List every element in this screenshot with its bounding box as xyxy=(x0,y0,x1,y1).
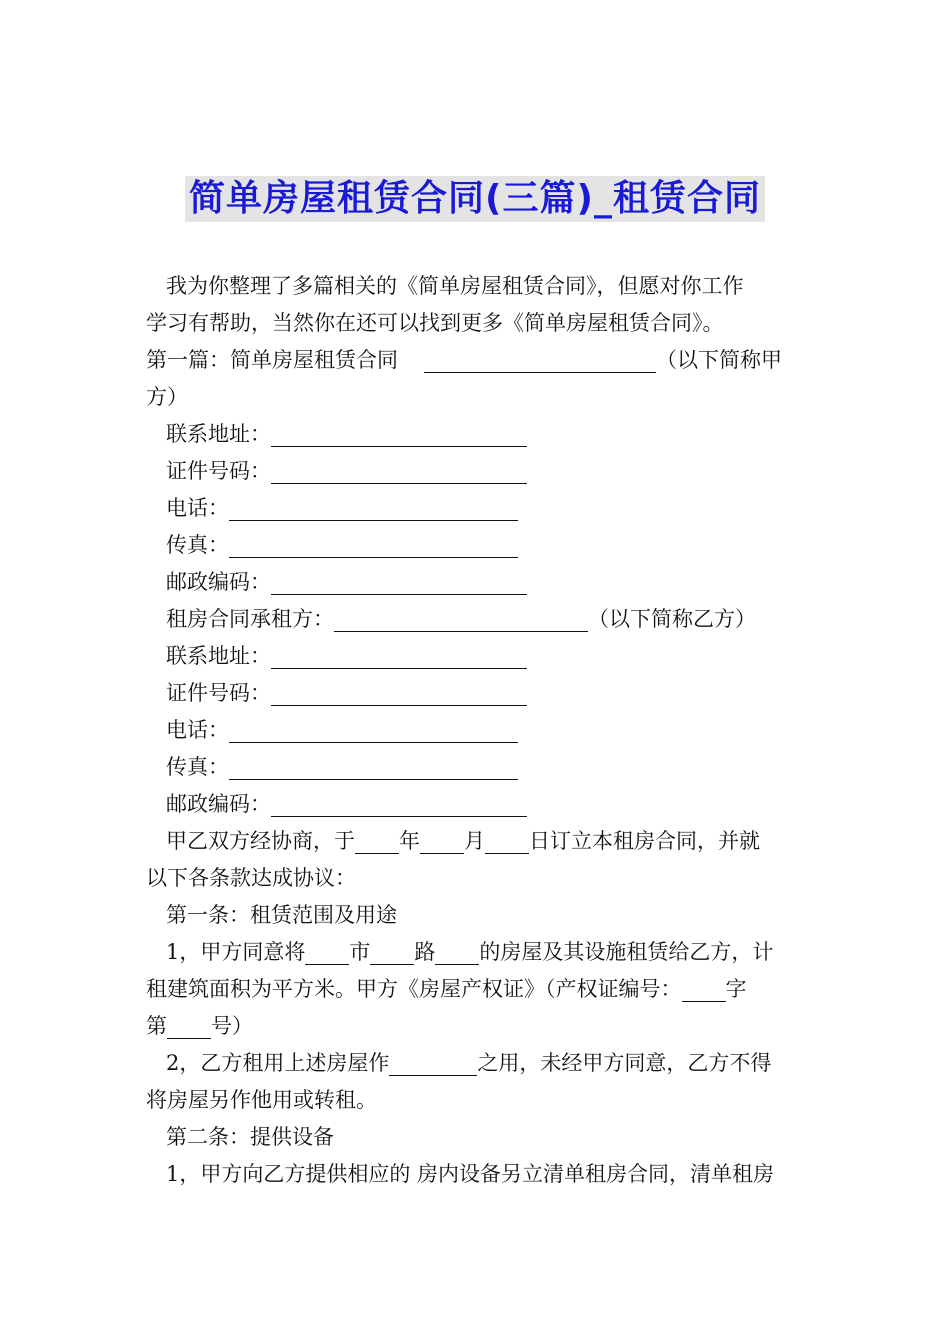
party-a-fax xyxy=(146,527,808,564)
tenant-name-blank xyxy=(334,609,588,632)
party-a-phone xyxy=(146,490,808,527)
article-2-heading: 第二条：提供设备 xyxy=(166,1125,334,1149)
cert-no-blank xyxy=(167,1016,211,1039)
road-blank xyxy=(370,942,414,965)
item-2-text-a: 2，乙方租用上述房屋作 xyxy=(166,1051,390,1075)
item-1-line-2-text: 租建筑面积为平方米。甲方《房屋产权证》（产权证编号： xyxy=(146,977,682,1001)
party-b-phone-label: 电话： xyxy=(166,718,229,742)
agreement-text-a: 甲乙双方经协商，于 xyxy=(166,829,355,853)
intro-line-2: 学习有帮助，当然你在还可以找到更多《简单房屋租赁合同》。 xyxy=(146,311,724,335)
party-b-address-blank xyxy=(271,646,527,669)
month-label: 月 xyxy=(464,829,485,853)
party-b-zip-label: 邮政编码： xyxy=(166,792,271,816)
cert-di-label: 第 xyxy=(146,1014,167,1038)
intro-line-1: 我为你整理了多篇相关的《简单房屋租赁合同》，但愿对你工作 xyxy=(166,274,744,298)
party-a-id-label: 证件号码： xyxy=(166,459,271,483)
party-a-id-blank xyxy=(271,461,527,484)
article-1-item-1-line-1 xyxy=(146,934,808,971)
party-a-fax-label: 传真： xyxy=(166,533,229,557)
party-a-address-blank xyxy=(271,424,527,447)
agreement-line-2: 以下各条款达成协议： xyxy=(146,866,356,890)
party-a-zip-label: 邮政编码： xyxy=(166,570,271,594)
item-2-text-b: 之用，未经甲方同意，乙方不得 xyxy=(477,1051,772,1075)
landlord-name-blank xyxy=(424,350,656,373)
section-1-heading-cont: 方） xyxy=(146,385,188,409)
item-1-text-b: 的房屋及其设施租赁给乙方，计 xyxy=(479,940,774,964)
party-a-zip xyxy=(146,564,808,601)
year-blank xyxy=(355,831,399,854)
city-blank xyxy=(305,942,349,965)
document-title: 简单房屋租赁合同(三篇)_租赁合同 xyxy=(185,176,765,222)
usage-blank xyxy=(389,1053,477,1076)
city-label: 市 xyxy=(349,940,371,964)
party-b-address xyxy=(146,638,808,675)
section-1-title: 第一篇：简单房屋租赁合同 xyxy=(146,348,398,372)
cert-zi-label: 字 xyxy=(725,977,747,1001)
party-b-fax-blank xyxy=(229,757,518,780)
year-label: 年 xyxy=(399,829,420,853)
party-b-id-blank xyxy=(271,683,527,706)
party-b-address-label: 联系地址： xyxy=(166,644,271,668)
cert-hao-label: 号） xyxy=(211,1014,253,1038)
party-a-id xyxy=(146,453,808,490)
title-container xyxy=(0,176,950,222)
party-b-phone xyxy=(146,712,808,749)
section-1-heading xyxy=(146,342,808,379)
document-body xyxy=(146,268,808,1193)
article-1-item-1-line-3 xyxy=(146,1008,808,1045)
tenant-line xyxy=(146,601,808,638)
tenant-label: 租房合同承租方： xyxy=(166,607,334,631)
article-2-item-1: 1，甲方向乙方提供相应的 房内设备另立清单租房合同，清单租房 xyxy=(166,1162,775,1186)
month-blank xyxy=(420,831,464,854)
party-b-zip xyxy=(146,786,808,823)
day-blank xyxy=(485,831,529,854)
party-a-address xyxy=(146,416,808,453)
number-blank xyxy=(435,942,479,965)
cert-zi-blank xyxy=(682,979,726,1002)
party-a-phone-label: 电话： xyxy=(166,496,229,520)
agreement-text-b: 日订立本租房合同，并就 xyxy=(529,829,760,853)
party-b-id-label: 证件号码： xyxy=(166,681,271,705)
section-1-suffix: （以下简称甲 xyxy=(656,348,782,372)
agreement-line-1 xyxy=(146,823,808,860)
party-a-address-label: 联系地址： xyxy=(166,422,271,446)
article-1-item-2-line-2: 将房屋另作他用或转租。 xyxy=(146,1088,377,1112)
party-b-fax-label: 传真： xyxy=(166,755,229,779)
party-b-zip-blank xyxy=(271,794,527,817)
road-label: 路 xyxy=(414,940,436,964)
party-b-phone-blank xyxy=(229,720,518,743)
party-a-fax-blank xyxy=(229,535,518,558)
party-b-fax xyxy=(146,749,808,786)
article-1-item-1-line-2 xyxy=(146,971,808,1008)
article-1-heading: 第一条：租赁范围及用途 xyxy=(166,903,397,927)
party-b-id xyxy=(146,675,808,712)
party-a-zip-blank xyxy=(271,572,527,595)
article-1-item-2-line-1 xyxy=(146,1045,808,1082)
tenant-suffix: （以下简称乙方） xyxy=(588,607,756,631)
party-a-phone-blank xyxy=(229,498,518,521)
item-1-text-a: 1，甲方同意将 xyxy=(166,940,306,964)
